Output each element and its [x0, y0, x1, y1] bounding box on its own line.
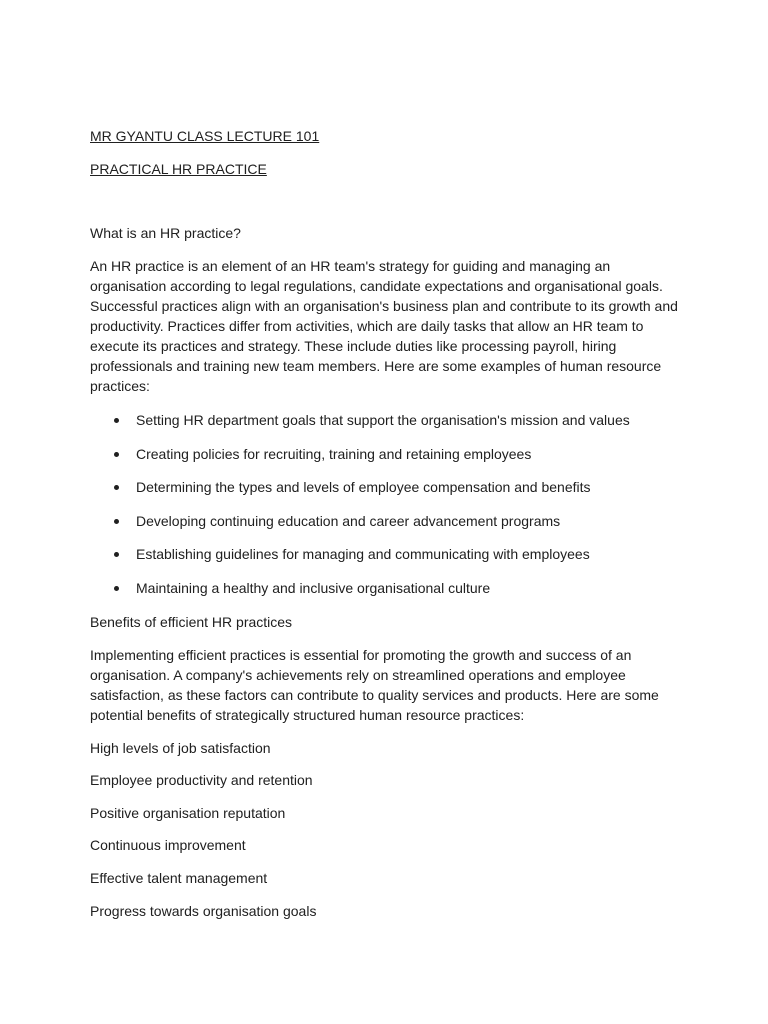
- benefit-item: Employee productivity and retention: [90, 772, 313, 789]
- practice-examples-list: [90, 410, 690, 598]
- intro-paragraph: An HR practice is an element of an HR team's strategy for guiding and managing an organisation according to legal regulations, candidate expectations and organisational goals. Successful practices align with an organisation's business plan and contribute to its growth and productivity. Practices differ from activities, which are daily tasks that allow an HR team to execute its practices and strategy. These include duties like processing payroll, hiring professionals and training new team members. Here are some examples of human resource practices:: [90, 258, 678, 394]
- question-heading: What is an HR practice?: [90, 225, 241, 241]
- document-body: [90, 126, 690, 933]
- list-item: Establishing guidelines for managing and communicating with employees: [90, 544, 690, 564]
- list-item: Creating policies for recruiting, training and retaining employees: [90, 444, 690, 464]
- benefit-item: High levels of job satisfaction: [90, 739, 271, 756]
- list-item: Determining the types and levels of employee compensation and benefits: [90, 477, 690, 497]
- benefits-heading: Benefits of efficient HR practices: [90, 613, 293, 630]
- benefit-item: Positive organisation reputation: [90, 804, 286, 821]
- list-item: Developing continuing education and career advancement programs: [90, 511, 690, 531]
- benefits-paragraph: Implementing efficient practices is essential for promoting the growth and success of an organisation. A company's achievements rely on streamlined operations and employee satisfaction, as these factors can contribute to quality services and products. Here are some potential benefits of strategically structured human resource practices:: [90, 646, 659, 723]
- lecture-title: MR GYANTU CLASS LECTURE 101: [90, 128, 320, 144]
- list-item: Setting HR department goals that support the organisation's mission and values: [90, 410, 690, 430]
- lecture-subtitle: PRACTICAL HR PRACTICE: [90, 161, 267, 177]
- list-item: Maintaining a healthy and inclusive organisational culture: [90, 578, 690, 598]
- benefit-item: Progress towards organisation goals: [90, 902, 317, 919]
- benefit-item: Continuous improvement: [90, 837, 246, 854]
- benefit-item: Effective talent management: [90, 869, 268, 886]
